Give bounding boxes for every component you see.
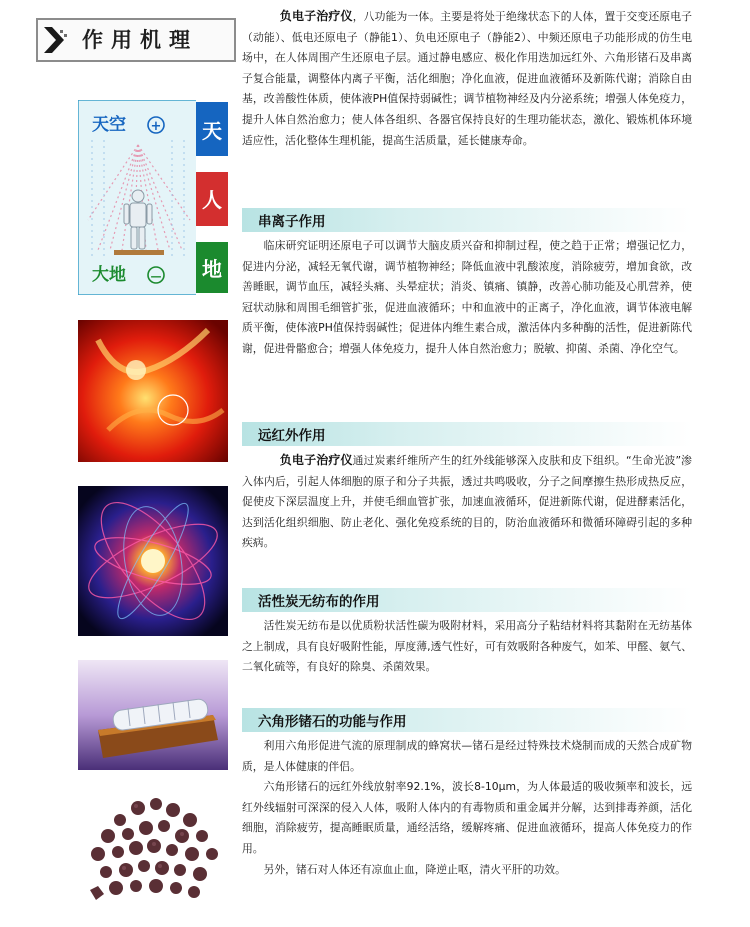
tian-char: 天	[202, 119, 222, 143]
germanium-stones-image	[78, 790, 228, 910]
intro-paragraph	[242, 6, 692, 151]
section-paragraph: 临床研究证明还原电子可以调节大脑皮质兴奋和抑制过程，使之趋于正常；增强记忆力，促进内分泌，减轻无氧代谢，调节植物神经；降低血液中乳酸浓度，消除疲劳，增加食欲，改善睡眠，调节血压，减轻头痛、头晕症状；消炎、镇痛、镇静，改善心肺功能及心肌营养，使冠状动脉和周围毛细管扩张，促进血液循环；中和血液中的正离子，净化血液，调节体液电解质平衡，使体液PH值保持弱碱性；促进体内维生素合成，激活体内多种酶的活性，促进新陈代谢，促进骨骼愈合；增强人体免疫力，提升人体自然治愈力；脱敏、抑菌、杀菌、净化空气。	[242, 239, 692, 355]
section-header-ion	[242, 208, 692, 232]
section-body-germanium	[242, 736, 692, 880]
earth-label: 大地	[92, 265, 126, 285]
chevron-right-icon	[44, 27, 70, 53]
solar-flare-image	[78, 320, 228, 462]
section-body-ion	[242, 236, 692, 360]
section-body-far-infrared	[242, 450, 692, 554]
section-header-far-infrared	[242, 422, 692, 446]
section-paragraph: 六角形锗石的远红外线放射率92.1%，波长8-10μm，为人体最适的吸收频率和波长，远红外线辐射可深深的侵入人体，吸附人体内的有毒物质和重金属并分解，达到排毒养颜，活化细胞，消除疲劳，提高睡眠质量，通经活络，缓解疼痛、促进血液循环，提高人体免疫力的作用。	[242, 780, 692, 855]
far-infrared-wave-image	[78, 486, 228, 636]
carbon-fiber-device-image	[78, 660, 228, 770]
section-paragraph: 负电子治疗仪通过炭素纤维所产生的红外线能够深入皮肤和皮下组织。“生命光波”渗入体内后，引起人体细胞的原子和分子共振，透过共鸣吸收，分子之间摩擦生热形成热反应，促使皮下深层温度上升，并使毛细血管扩张，加速血液循环，促进新陈代谢，促进酵素活化，达到活化组织细胞、防止老化、强化免疫系统的目的，防治血液循环和微循环障碍引起的多种疾病。	[242, 453, 692, 550]
product-name: 负电子治疗仪	[279, 453, 353, 467]
page-title: 作用机理	[82, 28, 198, 52]
svg-text:+: +	[150, 119, 162, 134]
intro-block	[242, 6, 692, 151]
ren-char: 人	[202, 188, 222, 212]
section-title: 活性炭无纺布的作用	[258, 594, 380, 610]
svg-text:—: —	[150, 270, 162, 283]
sky-label: 天空	[92, 115, 126, 135]
section-title: 六角形锗石的功能与作用	[258, 714, 407, 730]
section-header-badge	[36, 18, 236, 62]
section-header-germanium	[242, 708, 692, 732]
section-body-activated-carbon	[242, 616, 692, 678]
intro-text: ，八功能为一体。主要是将处于绝缘状态下的人体，置于交变还原电子（动能）、低电还原电子（静能1）、负电还原电子（静能2）、中频还原电子功能形成的仿生电场中，在人体周围产生还原电子层。通过静电感应、极化作用迭加远红外、六角形锗石及串离子复合能量，调整体内离子平衡，活化细胞；净化血液，促进血液循环及新陈代谢；消除自由基，改善酸性体质，使体液PH值保持弱碱性；调节植物神经及内分泌系统；增强人体免疫力，提升人体自然治愈力；使人体各组织、各器官保持良好的生理功能状态，激化、锻炼机体环境适应性，活化整体生理机能，提高生活质量，延长健康寿命。	[242, 10, 692, 147]
section-paragraph: 活性炭无纺布是以优质粉状活性碳为吸附材料，采用高分子粘结材料将其黏附在无纺基体之上制成，具有良好吸附性能，厚度薄,透气性好，可有效吸附各种废气，如苯、甲醛、氨气、二氧化硫等，有良好的除臭、杀菌效果。	[242, 619, 692, 674]
di-char: 地	[202, 257, 222, 281]
product-name: 负电子治疗仪	[279, 9, 353, 23]
heaven-man-earth-diagram	[78, 100, 228, 295]
section-paragraph: 利用六角形促进气流的原理制成的蜂窝状—锗石是经过特殊技术烧制而成的天然合成矿物质，是人体健康的伴侣。	[242, 739, 692, 773]
section-header-activated-carbon	[242, 588, 692, 612]
section-title: 串离子作用	[258, 214, 326, 230]
section-paragraph: 另外，锗石对人体还有凉血止血，降逆止呕，清火平肝的功效。	[263, 862, 566, 876]
section-title: 远红外作用	[258, 428, 326, 444]
